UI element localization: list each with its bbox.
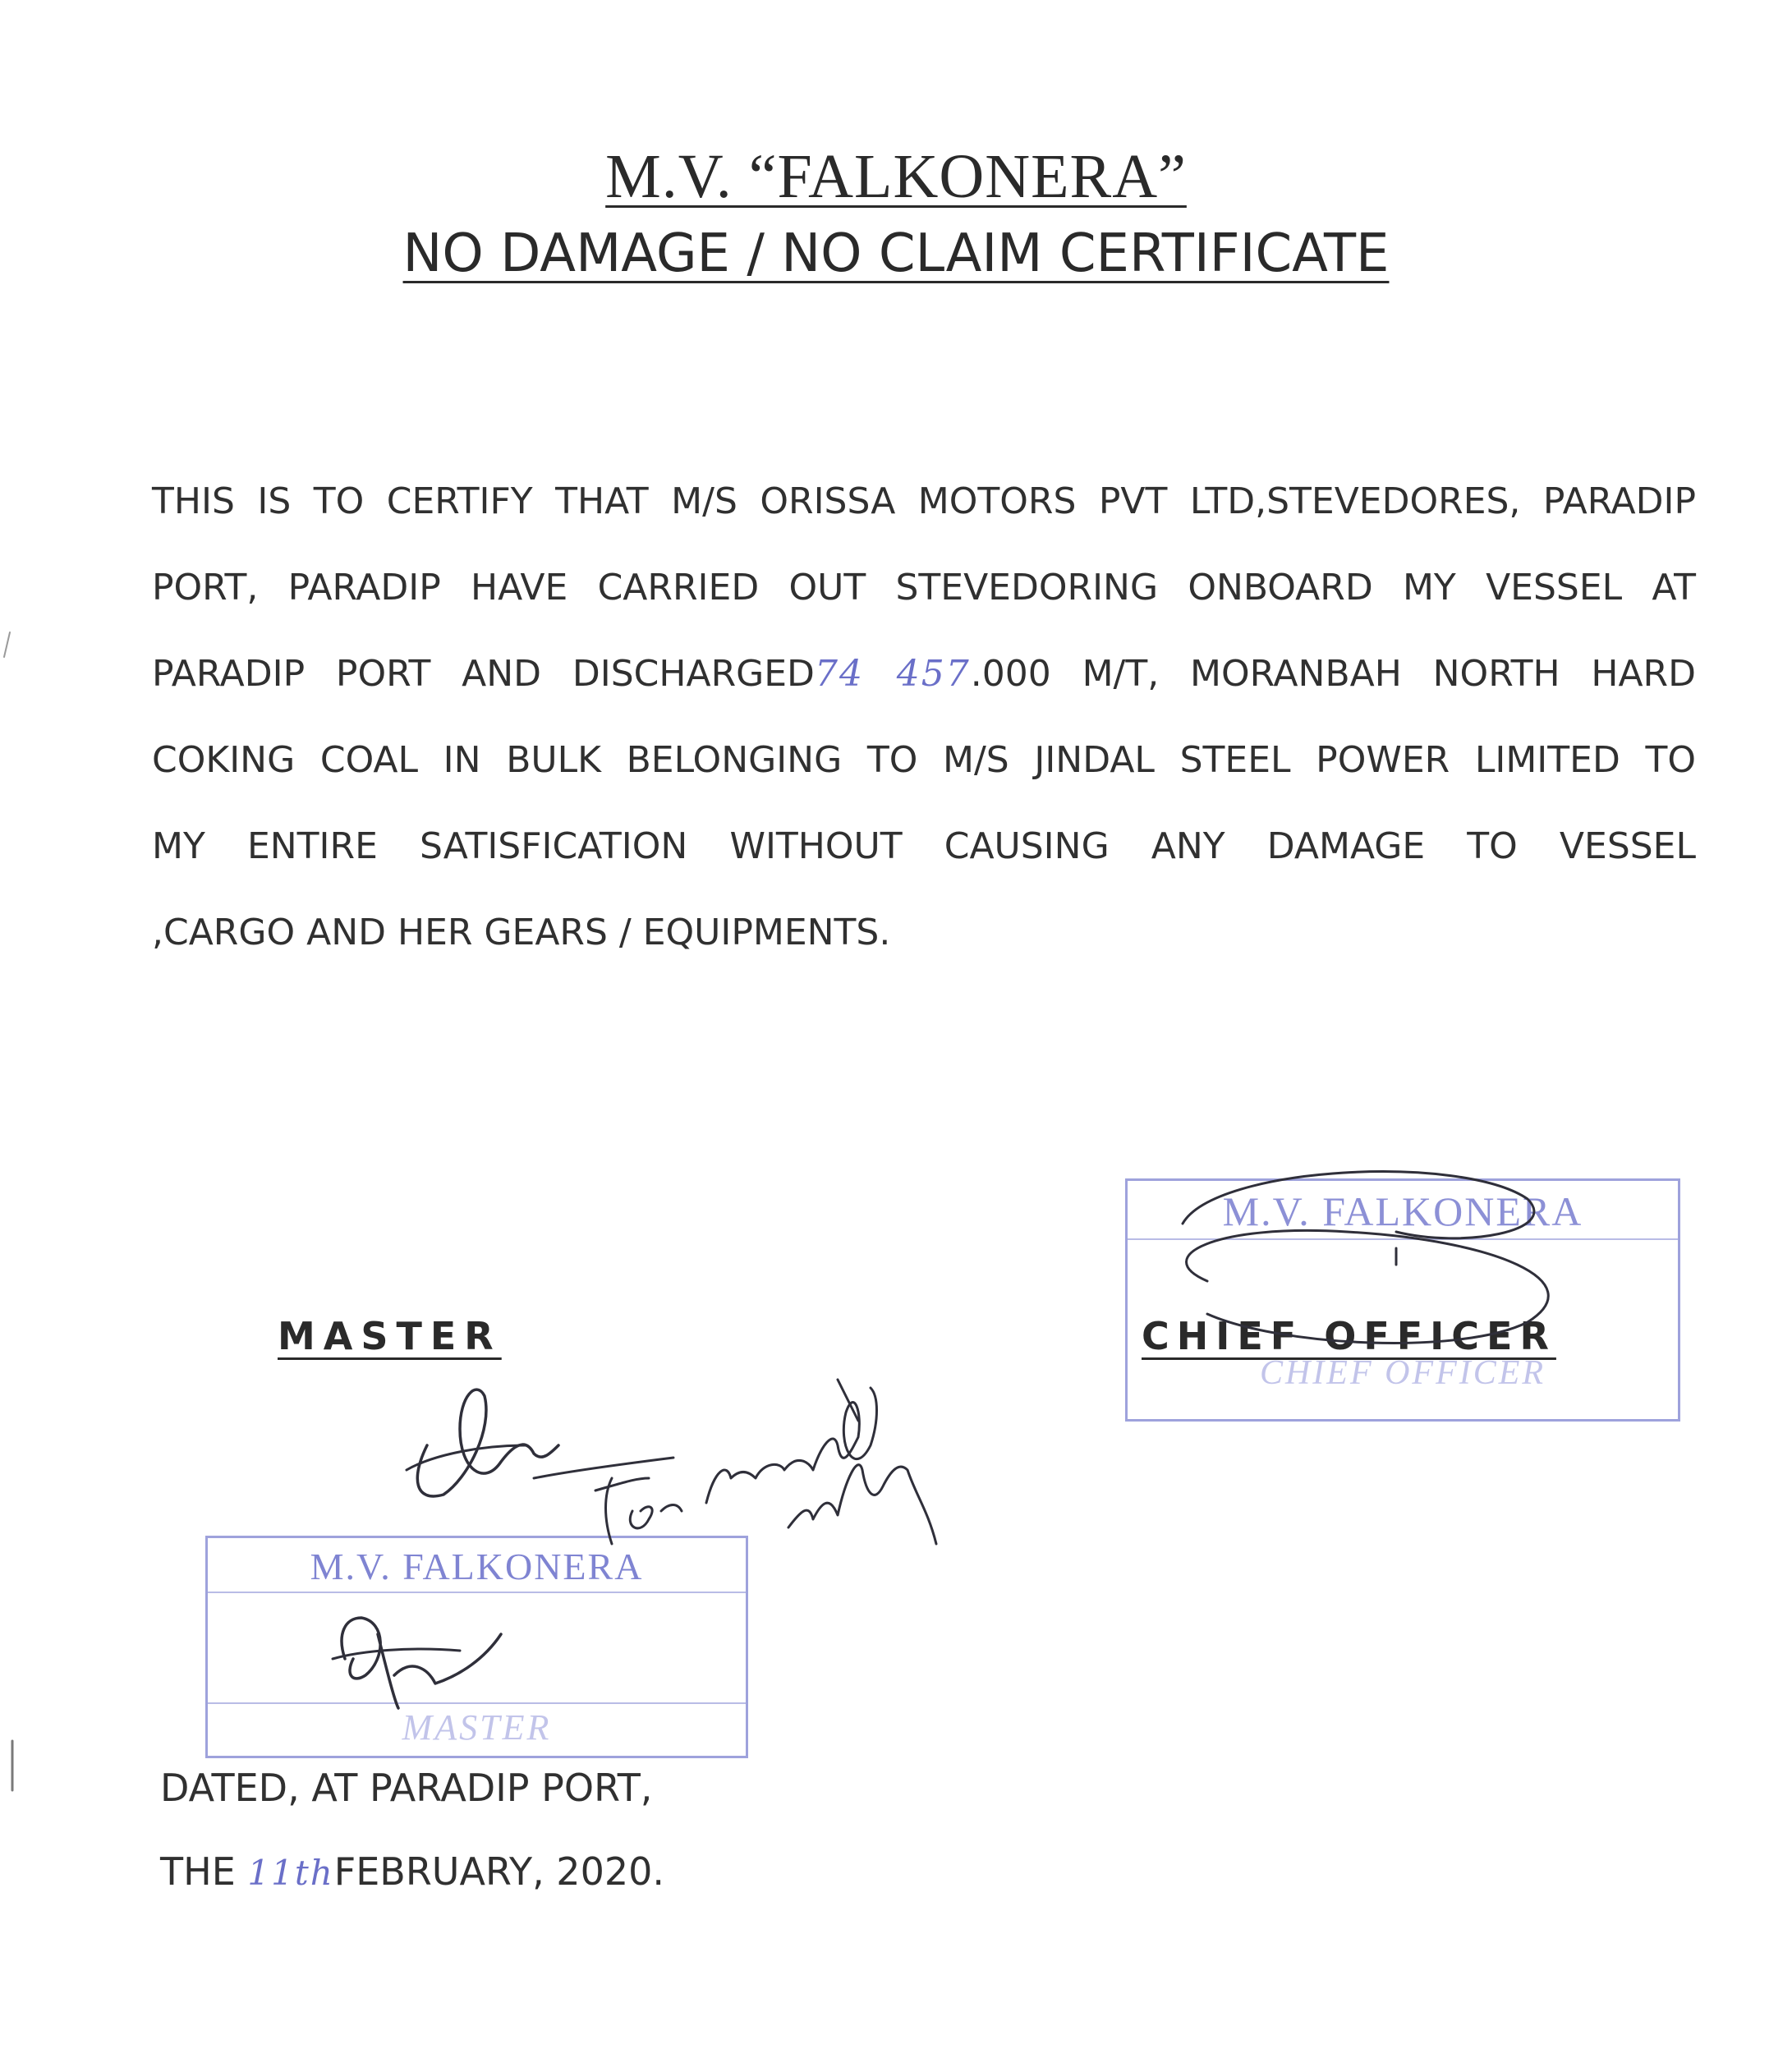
date-prefix: THE — [160, 1849, 236, 1894]
vessel-name-text: M.V. “FALKONERA” — [605, 142, 1187, 211]
handwritten-day: 11th — [247, 1853, 334, 1893]
scan-mark-top — [4, 632, 10, 657]
body-line-1: THIS IS TO CERTIFY THAT M/S ORISSA MOTORS PVT LTD,STEVEDORES, PARADIP — [152, 480, 1696, 522]
body-line-4: COKING COAL IN BULK BELONGING TO M/S JINDAL STEEL POWER LIMITED TO — [152, 739, 1696, 781]
master-stamp-name: M.V. FALKONERA — [310, 1546, 644, 1587]
body-line-6: ,CARGO AND HER GEARS / EQUIPMENTS. — [152, 912, 891, 953]
chief-officer-signature — [1183, 1172, 1548, 1344]
master-label: MASTER — [278, 1314, 502, 1358]
master-initials — [333, 1618, 501, 1708]
body-line-2: PORT, PARADIP HAVE CARRIED OUT STEVEDORING ONBOARD MY VESSEL AT — [152, 567, 1696, 609]
body-line-3-suffix: .000 M/T, MORANBAH NORTH HARD — [970, 653, 1696, 695]
chief-stamp-name: M.V. FALKONERA — [1222, 1188, 1583, 1234]
body-line-5: MY ENTIRE SATISFICATION WITHOUT CAUSING ANY DAMAGE TO VESSEL — [152, 825, 1696, 867]
chief-stamp-role: CHIEF OFFICER — [1259, 1354, 1546, 1392]
date-line — [160, 1849, 664, 1894]
master-stamp-role: MASTER — [402, 1707, 552, 1748]
body-line-3-prefix: PARADIP PORT AND DISCHARGED — [152, 653, 815, 695]
handwritten-quantity: 74 457 — [814, 653, 971, 695]
dated-line: DATED, AT PARADIP PORT, — [160, 1766, 653, 1810]
date-suffix: FEBRUARY, 2020. — [333, 1849, 664, 1894]
certificate-title-text: NO DAMAGE / NO CLAIM CERTIFICATE — [402, 223, 1390, 284]
chief-officer-label: CHIEF OFFICER — [1142, 1314, 1556, 1358]
